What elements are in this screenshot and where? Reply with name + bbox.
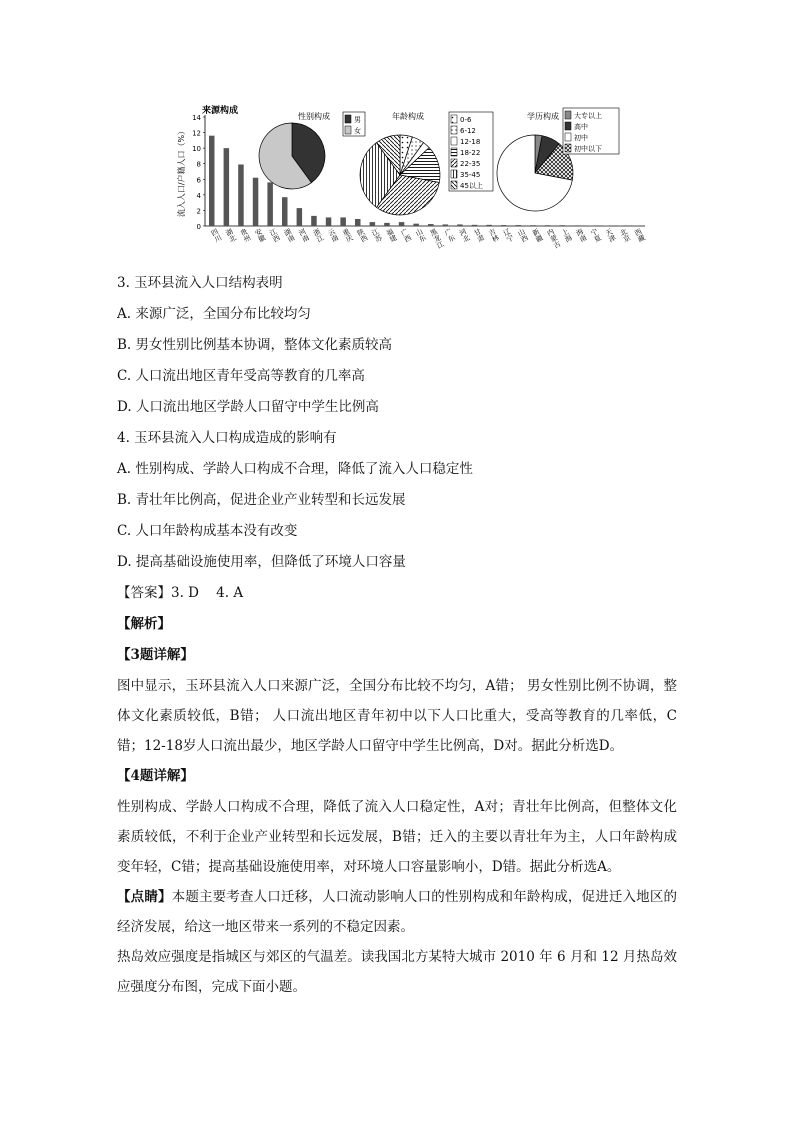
education-legend-label: 初中以下 <box>574 145 602 153</box>
question-3-option-c: C. 人口流出地区青年受高等教育的几率高 <box>117 368 365 384</box>
bar <box>516 225 522 226</box>
bar <box>282 197 288 226</box>
age-legend-label: 12-18 <box>460 138 481 146</box>
q3-detail-heading: 【3题详解】 <box>117 647 194 663</box>
x-tick-label: 江西 <box>267 227 282 244</box>
y-tick-label: 0 <box>196 223 201 231</box>
bar <box>209 136 215 226</box>
x-tick-label: 广西 <box>399 227 413 244</box>
age-legend-label: 6-12 <box>460 127 476 135</box>
x-tick-label: 新疆 <box>530 227 545 244</box>
bar <box>443 224 449 226</box>
figure-svg <box>170 100 647 260</box>
question-4-option-c: C. 人口年龄构成基本没有改变 <box>117 523 298 539</box>
x-tick-label: 黑龙江 <box>428 227 446 250</box>
x-tick-label: 吉林 <box>486 227 501 244</box>
bar <box>326 217 332 226</box>
age-legend-swatch <box>451 170 457 178</box>
y-tick-label: 14 <box>192 114 201 122</box>
gender-pie-chart <box>259 111 365 189</box>
x-tick-label: 福建 <box>384 227 399 244</box>
x-tick-label: 甘肃 <box>472 227 486 244</box>
bar <box>340 217 346 226</box>
bar <box>413 224 419 226</box>
age-legend-label: 0-6 <box>460 116 472 124</box>
x-tick-label: 宁夏 <box>589 227 603 244</box>
bar <box>530 225 536 226</box>
question-3-option-b: B. 男女性别比例基本协调，整体文化素质较高 <box>117 337 393 353</box>
question-4-option-a: A. 性别构成、学龄人口构成不合理，降低了流入人口稳定性 <box>117 461 473 477</box>
y-tick-label: 6 <box>196 176 201 185</box>
education-legend-swatch <box>565 111 571 119</box>
x-tick-label: 山西 <box>516 227 530 244</box>
gender-legend-swatch <box>345 126 351 134</box>
dianjing-text: 本题主要考查人口迁移，人口流动影响人口的性别构成和年龄构成，促进迁入地区的经济发展，给这一地区带来一系列的不稳定因素。 <box>117 889 678 935</box>
y-axis-label: 流入人口/户籍人口（%） <box>177 126 186 218</box>
y-tick-label: 8 <box>196 160 201 169</box>
q4-detail-heading: 【4题详解】 <box>117 768 194 784</box>
y-tick-label: 12 <box>192 129 201 138</box>
bar <box>589 226 595 227</box>
bar <box>472 225 478 226</box>
x-tick-label: 河南 <box>297 227 311 244</box>
y-tick-label: 10 <box>192 145 201 154</box>
bar-chart-title: 来源构成 <box>202 106 239 116</box>
bar <box>355 219 361 226</box>
bar <box>618 226 624 227</box>
x-tick-label: 上海 <box>559 227 574 244</box>
question-3-option-d: D. 人口流出地区学龄人口留守中学生比例高 <box>117 399 379 415</box>
bar <box>311 216 317 226</box>
x-tick-label: 湖北 <box>224 227 238 244</box>
dianjing-paragraph <box>117 882 677 942</box>
education-legend-swatch <box>565 133 571 141</box>
age-legend-label: 45以上 <box>460 182 483 190</box>
age-legend-label: 35-45 <box>460 171 481 179</box>
age-pie-title: 年龄构成 <box>392 112 424 121</box>
bar <box>267 182 273 226</box>
age-pie-chart <box>360 111 493 215</box>
y-tick-label: 4 <box>196 191 201 200</box>
bar <box>238 164 244 226</box>
dianjing-label: 【点睛】 <box>117 889 172 905</box>
x-tick-label: 北京 <box>618 227 632 244</box>
bar <box>559 225 565 226</box>
question-3-option-a: A. 来源广泛，全国分布比较均匀 <box>117 306 311 322</box>
bar <box>603 226 609 227</box>
x-tick-label: 四川 <box>209 227 224 244</box>
y-tick-label: 2 <box>196 207 201 216</box>
bar <box>486 225 492 226</box>
x-tick-label: 西藏 <box>632 227 647 244</box>
age-legend-label: 22-35 <box>460 160 481 168</box>
gender-legend-label: 女 <box>354 127 361 135</box>
x-tick-label: 内蒙古 <box>545 227 563 250</box>
age-legend-swatch <box>451 126 457 134</box>
bar <box>545 225 551 226</box>
x-tick-label: 天津 <box>603 227 618 244</box>
education-pie-title: 学历构成 <box>527 112 559 121</box>
age-legend-swatch <box>451 137 457 145</box>
age-legend-label: 18-22 <box>460 149 481 157</box>
x-tick-label: 山东 <box>413 227 428 244</box>
answer-line: 【答案】3. D 4. A <box>117 585 244 601</box>
bar <box>297 208 303 226</box>
question-content <box>117 268 677 1002</box>
bar <box>501 225 507 226</box>
q3-detail-text: 图中显示，玉环县流入人口来源广泛，全国分布比较不均匀，A错； 男女性别比例不协调，整体文化素质较低，B错； 人口流出地区青年初中以下人口比重大，受高等教育的几率低，C错；12-18岁人口流出最少，地区学龄人口留守中学生比例高，D对。据此分析选D。 <box>117 678 677 754</box>
education-legend-label: 高中 <box>574 123 588 131</box>
gender-legend-label: 男 <box>354 116 361 124</box>
bar <box>574 225 580 226</box>
bar <box>253 178 258 226</box>
x-tick-label: 安徽 <box>253 227 267 244</box>
q4-detail-text: 性别构成、学龄人口构成不合理，降低了流入人口稳定性，A对；青壮年比例高，但整体文化素质较低，不利于企业产业转型和长远发展，B错；迁入的主要以青壮年为主，人口年龄构成变年轻，C错；提高基础设施使用率，对环境人口容量影响小，D错。据此分析选A。 <box>117 799 677 875</box>
question-4-stem: 4. 玉环县流入人口构成造成的影响有 <box>117 430 337 446</box>
education-legend-label: 初中 <box>574 134 588 142</box>
analysis-heading: 【解析】 <box>117 616 171 632</box>
gender-pie-title: 性别构成 <box>298 112 330 121</box>
education-pie-chart <box>497 108 619 211</box>
age-legend-swatch <box>451 159 457 167</box>
x-tick-label: 重庆 <box>340 227 355 244</box>
education-legend-label: 大专以上 <box>574 112 602 120</box>
age-legend-swatch <box>451 148 457 156</box>
bar <box>428 224 434 226</box>
x-tick-label: 浙江 <box>311 227 326 244</box>
age-legend-swatch <box>451 181 457 189</box>
x-tick-label: 广东 <box>443 227 457 244</box>
x-tick-label: 海南 <box>574 227 589 244</box>
education-legend-swatch <box>565 122 571 130</box>
x-tick-label: 贵州 <box>238 227 253 244</box>
bar <box>399 222 405 226</box>
x-tick-label: 陕西 <box>355 227 370 244</box>
education-legend-swatch <box>565 144 571 152</box>
bar <box>632 226 638 227</box>
x-tick-label: 江苏 <box>370 227 384 244</box>
bar <box>384 223 390 226</box>
question-3-stem: 3. 玉环县流入人口结构表明 <box>117 275 283 291</box>
next-question-intro: 热岛效应强度是指城区与郊区的气温差。读我国北方某特大城市 2010 年 6 月和 12 月热岛效应强度分布图，完成下面小题。 <box>117 949 677 995</box>
population-structure-figure <box>170 100 647 260</box>
question-4-option-d: D. 提高基础设施使用率，但降低了环境人口容量 <box>117 554 406 570</box>
age-legend-swatch <box>451 115 457 123</box>
gender-legend-swatch <box>345 115 351 123</box>
x-tick-label: 辽宁 <box>501 227 516 244</box>
question-4-option-b: B. 青壮年比例高，促进企业产业转型和长远发展 <box>117 492 406 508</box>
x-tick-label: 云南 <box>326 227 340 244</box>
bar <box>370 222 376 226</box>
x-tick-label: 河北 <box>457 227 472 244</box>
bar <box>224 148 230 226</box>
x-tick-label: 湖南 <box>282 227 297 244</box>
bar <box>457 224 463 226</box>
